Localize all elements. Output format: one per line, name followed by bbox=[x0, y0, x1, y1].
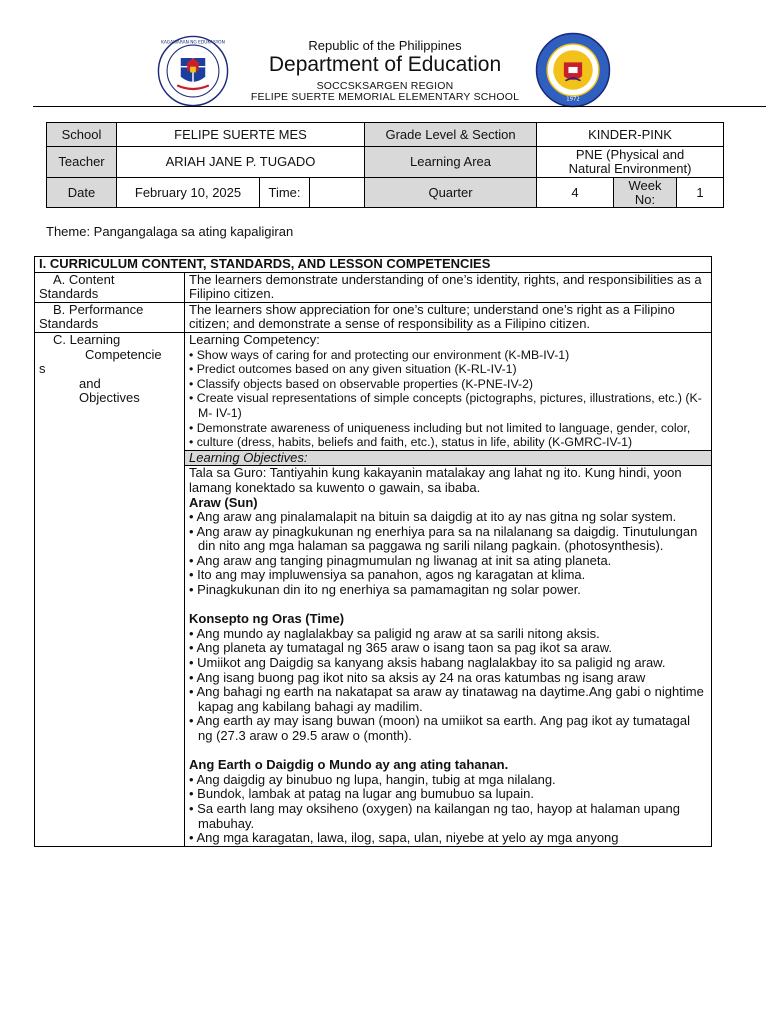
list-item: • Ang mundo ay naglalakbay sa paligid ng araw at sa sarili nitong aksis. bbox=[189, 627, 707, 642]
list-item: • Ang planeta ay tumatagal ng 365 araw o isang taon sa pag ikot sa araw. bbox=[189, 641, 707, 656]
school-value: FELIPE SUERTE MES bbox=[117, 123, 365, 147]
list-item: • Classify objects based on observable properties (K-PNE-IV-2) bbox=[189, 377, 707, 392]
lesson-info-table bbox=[46, 122, 724, 208]
content-standards-label: A. Content Standards bbox=[35, 272, 185, 302]
list-item: • Show ways of caring for and protecting our environment (K-MB-IV-1) bbox=[189, 348, 707, 363]
list-item: • Predict outcomes based on any given situation (K-RL-IV-1) bbox=[189, 362, 707, 377]
list-item: • Ang isang buong pag ikot nito sa aksis ay 24 na oras katumbas ng isang araw bbox=[189, 671, 707, 686]
list-item: • Ang araw ang pinalamalapit na bituin sa daigdig at ito ay nas gitna ng solar system. bbox=[189, 510, 707, 525]
list-item: • Create visual representations of simple concepts (pictographs, pictures, illustrations, etc.) (K-M- IV-1) bbox=[189, 391, 707, 420]
list-item: • Sa earth lang may oksiheno (oxygen) na kailangan ng tao, hayop at halaman upang mabuhay. bbox=[189, 802, 707, 831]
list-item: • Bundok, lambak at patag na lugar ang bumubuo sa lupain. bbox=[189, 787, 707, 802]
learning-competencies-label: C. Learning Competencie s and Objectives bbox=[35, 332, 185, 846]
curriculum-table bbox=[34, 256, 712, 847]
sun-heading: Araw (Sun) bbox=[189, 494, 258, 510]
quarter-value: 4 bbox=[537, 178, 614, 208]
grade-value: KINDER-PINK bbox=[537, 123, 724, 147]
date-value: February 10, 2025 bbox=[117, 178, 260, 208]
week-label: Week No: bbox=[614, 178, 677, 208]
objectives-content bbox=[185, 466, 712, 846]
week-value: 1 bbox=[677, 178, 724, 208]
list-item: • Ang araw ay pinagkukunan ng enerhiya para sa na nilalanang sa daigdig. Tinutulungan din nito ang mga halaman sa paggawa ng sarili nilang pagkain. (photosynthesis). bbox=[189, 525, 707, 554]
school-label: School bbox=[47, 123, 117, 147]
region-line: SOCCSKSARGEN REGION bbox=[316, 80, 454, 92]
school-name-line: FELIPE SUERTE MEMORIAL ELEMENTARY SCHOOL bbox=[250, 91, 520, 103]
list-item: • Demonstrate awareness of uniqueness including but not limited to language, gender, color, bbox=[189, 421, 707, 436]
time-heading: Konsepto ng Oras (Time) bbox=[189, 611, 345, 627]
document-header bbox=[0, 30, 768, 110]
list-item: • Ang mga karagatan, lawa, ilog, sapa, ulan, niyebe at yelo ay mga anyong bbox=[189, 831, 707, 846]
section-title: I. CURRICULUM CONTENT, STANDARDS, AND LESSON COMPETENCIES bbox=[35, 257, 712, 273]
list-item: • Ang daigdig ay binubuo ng lupa, hangin, tubig at mga nilalang. bbox=[189, 773, 707, 788]
svg-text:KAGAWARAN NG EDUKASYON: KAGAWARAN NG EDUKASYON bbox=[161, 40, 225, 46]
teacher-note: Tala sa Guro: Tantiyahin kung kakayanin matalakay ang lahat ng ito. Kung hindi, yoon lamang konektado sa kuwento o gawain, sa ibaba. bbox=[189, 465, 682, 495]
grade-label: Grade Level & Section bbox=[365, 123, 537, 147]
performance-standards-label: B. Performance Standards bbox=[35, 302, 185, 332]
area-value: PNE (Physical and Natural Environment) bbox=[537, 147, 724, 178]
theme-line: Theme: Pangangalaga sa ating kapaligiran bbox=[46, 224, 294, 239]
list-item: • Ang araw ang tanging pinagmumulan ng liwanag at init sa ating planeta. bbox=[189, 554, 707, 569]
earth-heading: Ang Earth o Daigdig o Mundo ay ang ating tahanan. bbox=[189, 757, 509, 773]
list-item: • Pinagkukunan din ito ng enerhiya sa pamamagitan ng solar power. bbox=[189, 583, 707, 598]
svg-text:1972: 1972 bbox=[566, 96, 580, 103]
time-value bbox=[310, 178, 365, 208]
header-divider bbox=[33, 106, 766, 107]
list-item: • Ito ang may impluwensiya sa panahon, agos ng karagatan at klima. bbox=[189, 568, 707, 583]
date-label: Date bbox=[47, 178, 117, 208]
time-label: Time: bbox=[260, 178, 310, 208]
performance-standards-text: The learners show appreciation for one’s culture; understand one’s right as a Filipino citizen; and demonstrate a sense of responsibility as a Filipino citizen. bbox=[185, 302, 712, 332]
competency-heading: Learning Competency: bbox=[189, 331, 320, 347]
content-standards-text: The learners demonstrate understanding of one’s identity, rights, and responsibilities as a Filipino citizen. bbox=[185, 272, 712, 302]
list-item: • Umiikot ang Daigdig sa kanyang aksis habang naglalakbay ito sa paligid ng araw. bbox=[189, 656, 707, 671]
objectives-heading: Learning Objectives: bbox=[185, 450, 712, 466]
republic-line: Republic of the Philippines bbox=[308, 38, 462, 53]
teacher-value: ARIAH JANE P. TUGADO bbox=[117, 147, 365, 178]
learning-competency-cell bbox=[185, 332, 712, 450]
area-label: Learning Area bbox=[365, 147, 537, 178]
teacher-label: Teacher bbox=[47, 147, 117, 178]
quarter-label: Quarter bbox=[365, 178, 537, 208]
list-item: • Ang bahagi ng earth na nakatapat sa araw ay tinatawag na daytime.Ang gabi o nightime kapag ang kabilang bahagi ay madilim. bbox=[189, 685, 707, 714]
department-title: Department of Education bbox=[268, 53, 502, 76]
list-item: • culture (dress, habits, beliefs and faith, etc.), status in life, ability (K-GMRC-IV-1) bbox=[189, 435, 707, 450]
list-item: • Ang earth ay may isang buwan (moon) na umiikot sa earth. Ang pag ikot ay tumatagal ng (27.3 araw o 29.5 araw o (month). bbox=[189, 714, 707, 743]
